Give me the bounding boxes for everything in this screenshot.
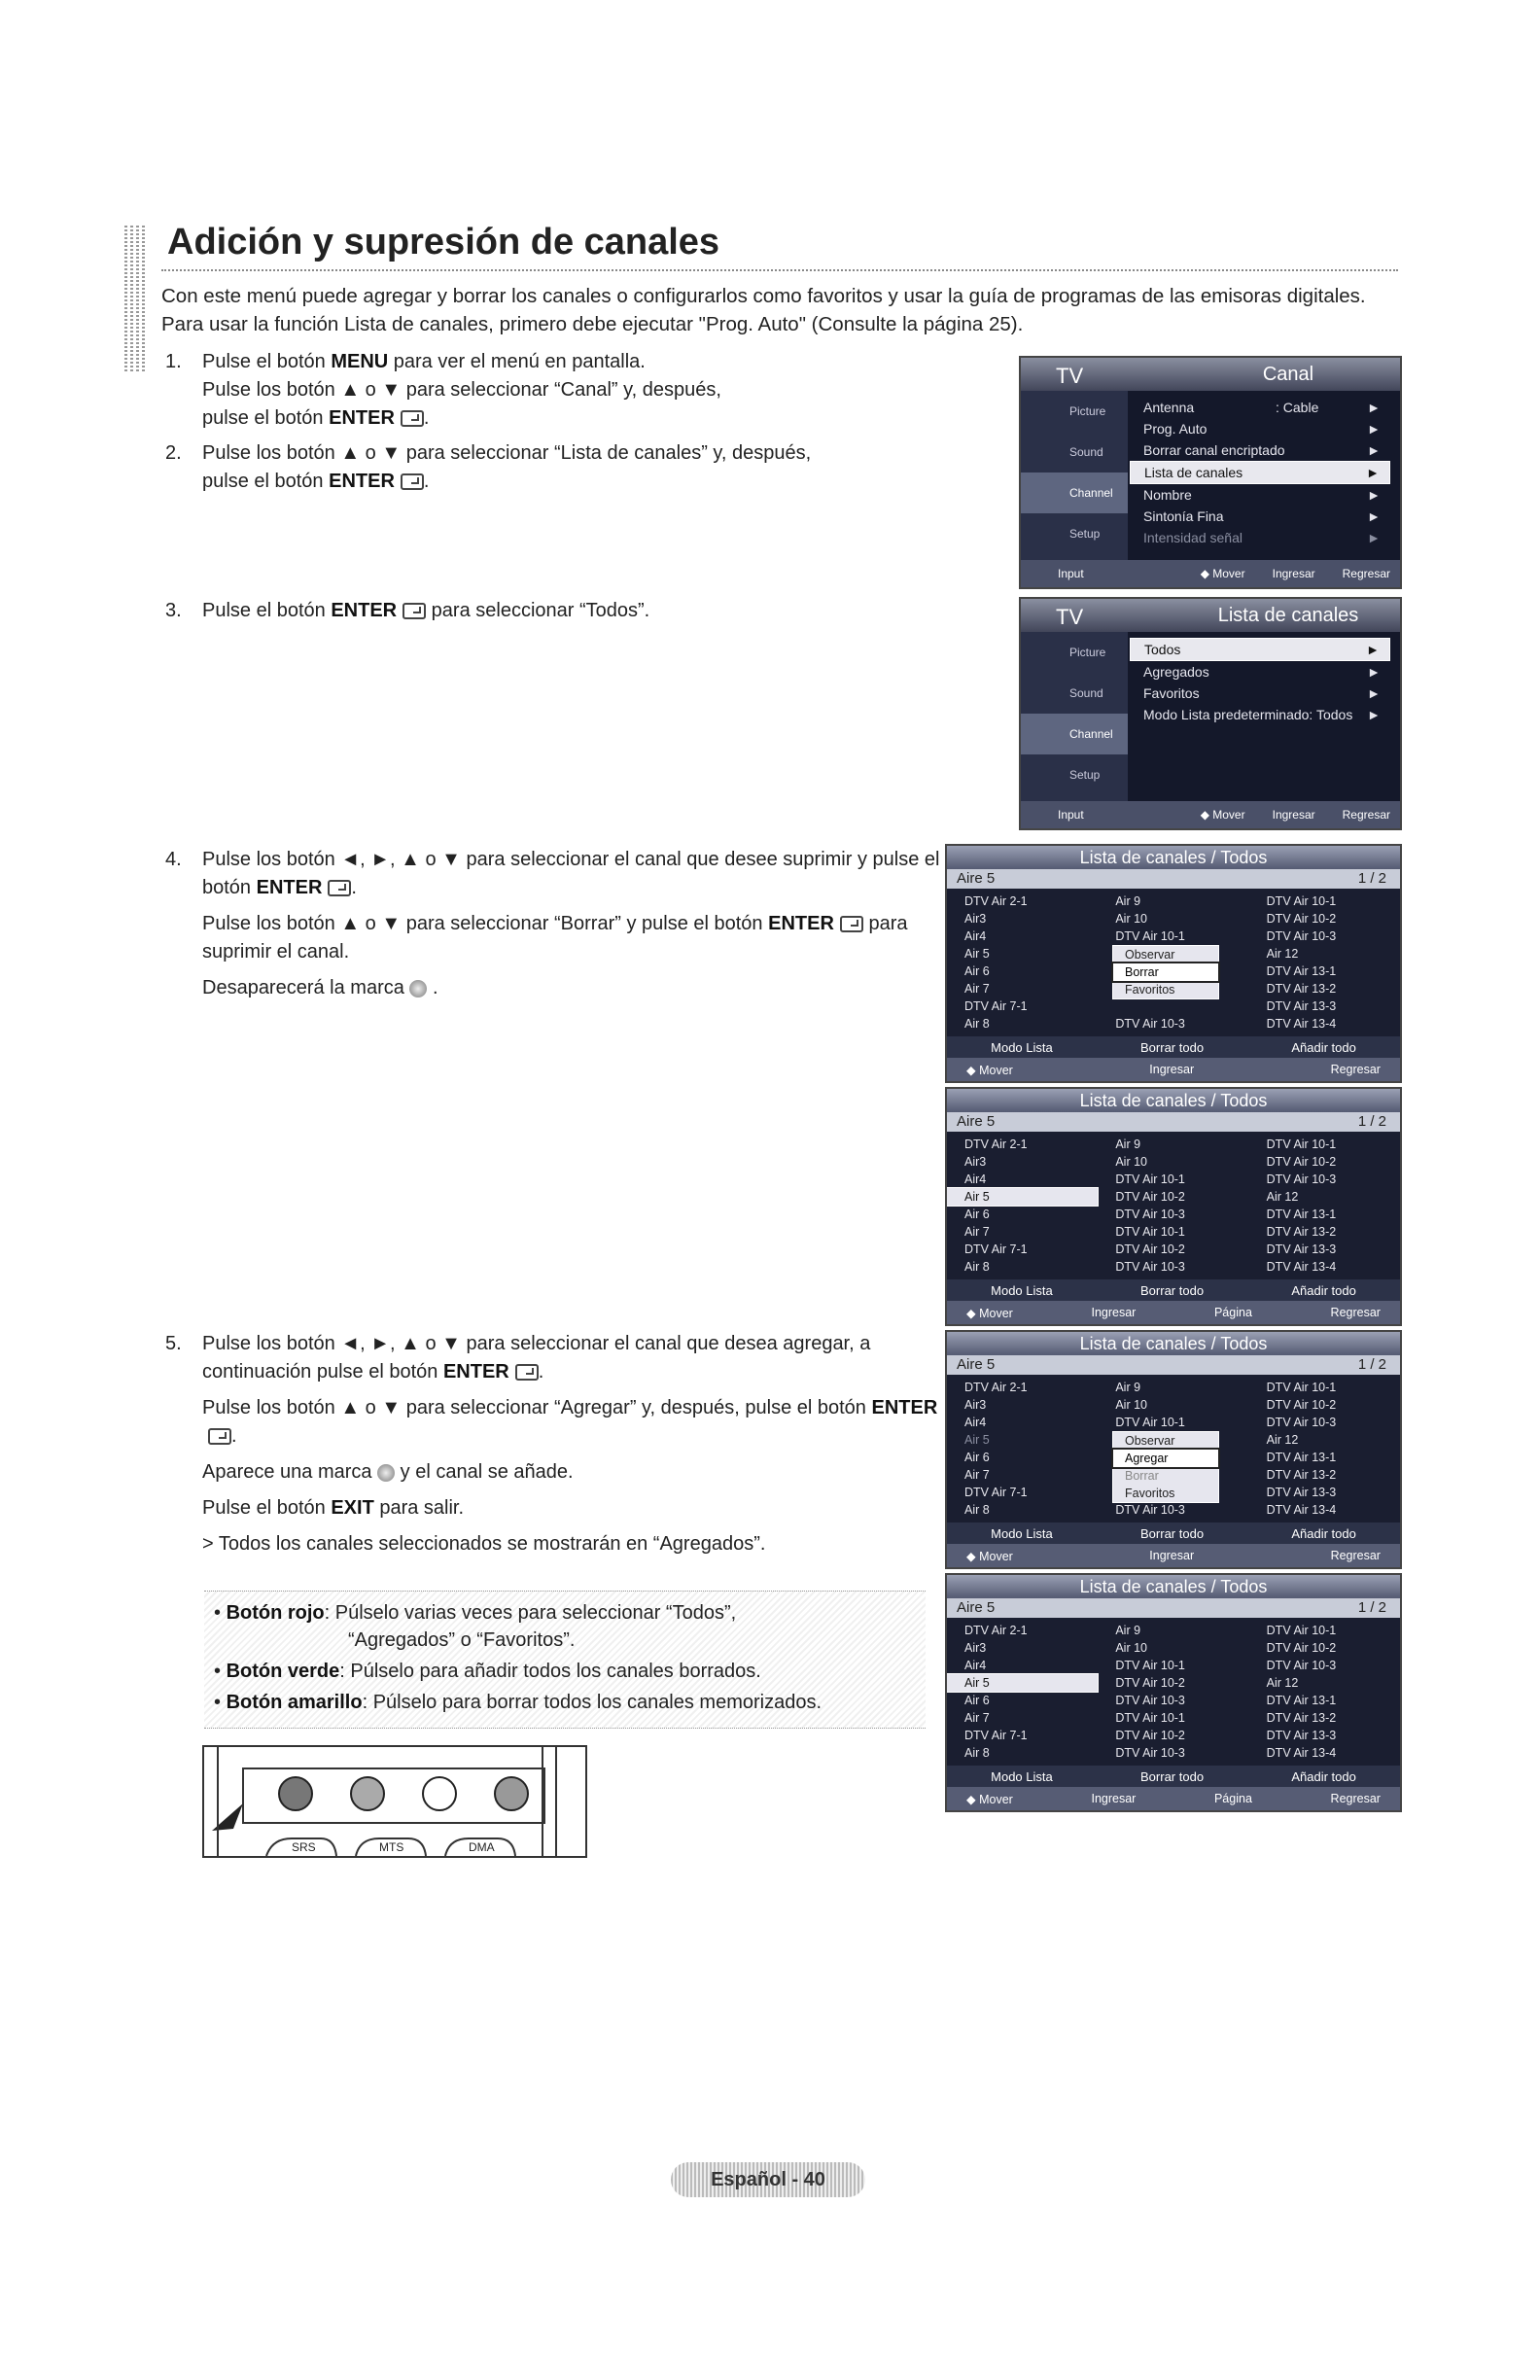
channel-cell[interactable]: DTV Air 10-3: [1115, 1260, 1185, 1274]
channel-cell[interactable]: DTV Air 10-1: [1266, 894, 1337, 908]
channel-cell[interactable]: Air 8: [964, 1017, 990, 1031]
channel-cell[interactable]: DTV Air 2-1: [964, 1138, 1028, 1151]
osd-side-menu: [1021, 391, 1128, 560]
channel-cell[interactable]: DTV Air 10-1: [1115, 1416, 1185, 1429]
channel-cell[interactable]: DTV Air 13-4: [1266, 1017, 1337, 1031]
current-channel: Aire 5: [957, 1356, 996, 1373]
channel-cell[interactable]: DTV Air 10-3: [1115, 1017, 1185, 1031]
osd-side-sound[interactable]: Sound: [1069, 686, 1103, 700]
note-label: Botón rojo: [226, 1602, 325, 1624]
step-text: Pulse el botón: [202, 351, 332, 372]
osd-item-lista-canales[interactable]: Lista de canales ►: [1130, 461, 1390, 484]
channel-cell[interactable]: Air 6: [964, 1451, 990, 1464]
green-borrar-todo-button[interactable]: Borrar todo: [1140, 1282, 1205, 1298]
channel-cell[interactable]: Air 12: [1266, 1433, 1299, 1447]
foot-move: ◆ Mover: [966, 1306, 1013, 1320]
channel-popup-menu: [1112, 1431, 1219, 1503]
foot-enter: Ingresar: [1091, 1792, 1137, 1805]
blue-button-icon: [495, 1777, 528, 1810]
channel-list-title: Lista de canales / Todos: [947, 1332, 1400, 1355]
osd-item-modo-lista[interactable]: Modo Lista predeterminado: Todos ►: [1143, 707, 1381, 722]
channel-cell[interactable]: Air 7: [964, 1225, 990, 1239]
step-text: .: [351, 877, 357, 898]
channel-cell[interactable]: DTV Air 13-1: [1266, 1208, 1337, 1221]
channel-cell[interactable]: Air 5: [964, 947, 990, 961]
channel-list-screen-2: [945, 1087, 1402, 1326]
channel-cell[interactable]: Air 9: [1115, 1381, 1141, 1394]
channel-cell[interactable]: DTV Air 2-1: [964, 894, 1028, 908]
channel-cell[interactable]: DTV Air 10-1: [1115, 1172, 1185, 1186]
osd-tv-label: TV: [1056, 364, 1084, 388]
intro-paragraph: Con este menú puede agregar y borrar los canales o configurarlos como favoritos y usar la guía de programas de las emisoras digitales. Para usar la función Lista de canales, primero debe ejecutar "Prog. Auto" (Consulte la página 25).: [161, 285, 1366, 335]
note-label: Botón verde: [226, 1661, 340, 1682]
channel-list-buttons: [947, 1279, 1400, 1301]
channel-cell[interactable]: DTV Air 10-1: [1115, 1659, 1185, 1672]
step-2: [165, 439, 922, 496]
step-text: Aparece una marca: [202, 1461, 372, 1483]
osd-side-channel[interactable]: Channel: [1021, 472, 1128, 513]
yellow-button-icon: [423, 1777, 456, 1810]
menu-key-label: MENU: [331, 351, 389, 372]
osd-foot-enter: Ingresar: [1272, 808, 1315, 822]
osd-foot-move: ◆ Mover: [1200, 567, 1245, 580]
osd-items: [1130, 397, 1390, 548]
step-number: 2.: [165, 442, 182, 464]
channel-cell[interactable]: DTV Air 13-4: [1266, 1260, 1337, 1274]
channel-cell[interactable]: DTV Air 10-1: [1115, 1225, 1185, 1239]
channel-list-buttons: [947, 1766, 1400, 1787]
channel-cell[interactable]: Air 8: [964, 1503, 990, 1517]
step-text: Pulse los botón ▲ o ▼ para seleccionar “Borrar” y pulse el botón: [202, 913, 769, 934]
note-yellow: • Botón amarillo: Púlselo para borrar todos los canales memorizados.: [214, 1692, 822, 1713]
step-text: .: [423, 471, 430, 492]
osd-item-favoritos[interactable]: Favoritos ►: [1143, 685, 1381, 701]
enter-key-label: ENTER: [329, 471, 395, 492]
popup-favoritos[interactable]: Favoritos: [1125, 1487, 1175, 1500]
channel-list-title: Lista de canales / Todos: [947, 1575, 1400, 1598]
channel-cell[interactable]: Air 7: [964, 982, 990, 996]
osd-item-prog-auto[interactable]: Prog. Auto ►: [1143, 421, 1381, 437]
step-text: para salir.: [373, 1497, 465, 1519]
channel-grid: [947, 1136, 1400, 1276]
osd-item-intensidad[interactable]: Intensidad señal ►: [1143, 530, 1381, 545]
channel-cell[interactable]: Air 10: [1115, 1641, 1147, 1655]
step-text: Pulse el botón: [202, 1497, 332, 1519]
channel-cell[interactable]: DTV Air 10-2: [1266, 1155, 1337, 1169]
enter-key-label: ENTER: [871, 1397, 938, 1418]
enter-key-label: ENTER: [442, 1361, 509, 1382]
channel-cell[interactable]: DTV Air 13-3: [1266, 999, 1337, 1013]
foot-move: ◆ Mover: [966, 1549, 1013, 1563]
note-label: Botón amarillo: [226, 1692, 363, 1713]
step-text: pulse el botón: [202, 407, 330, 429]
osd-header: [1021, 599, 1400, 632]
foot-enter: Ingresar: [1149, 1063, 1195, 1076]
note-icon: >: [202, 1533, 214, 1555]
channel-cell[interactable]: DTV Air 10-2: [1115, 1729, 1185, 1742]
popup-observar[interactable]: Observar: [1125, 1434, 1175, 1448]
channel-cell[interactable]: DTV Air 10-1: [1266, 1138, 1337, 1151]
remote-illustration: [202, 1745, 587, 1858]
foot-return: Regresar: [1330, 1792, 1381, 1805]
step-5: [165, 1330, 941, 1558]
osd-side-setup[interactable]: Setup: [1069, 768, 1101, 782]
osd-item-borrar-encriptado[interactable]: Borrar canal encriptado ►: [1143, 442, 1381, 458]
popup-borrar[interactable]: Borrar: [1113, 963, 1218, 981]
channel-cell[interactable]: DTV Air 10-2: [1115, 1190, 1185, 1204]
enter-key-label: ENTER: [256, 877, 323, 898]
enter-icon: [402, 603, 426, 619]
channel-list-footer: [947, 1058, 1400, 1081]
yellow-anadir-todo-button[interactable]: Añadir todo: [1291, 1768, 1356, 1784]
foot-move: ◆ Mover: [966, 1792, 1013, 1806]
channel-list-title: Lista de canales / Todos: [947, 846, 1400, 869]
step-text: Pulse los botón ▲ o ▼ para seleccionar “Lista de canales” y, después,: [202, 442, 812, 464]
channel-cell[interactable]: Air 6: [964, 964, 990, 978]
enter-icon: [840, 916, 863, 932]
channel-cell[interactable]: DTV Air 10-1: [1115, 1711, 1185, 1725]
osd-side-channel[interactable]: Channel: [1021, 714, 1128, 754]
srs-label: SRS: [292, 1840, 316, 1854]
step-text: y el canal se añade.: [395, 1461, 574, 1483]
channel-cell[interactable]: Air3: [964, 912, 987, 926]
channel-cell[interactable]: Air4: [964, 1659, 987, 1672]
channel-cell[interactable]: DTV Air 13-3: [1266, 1729, 1337, 1742]
osd-title: Lista de canales: [1217, 605, 1359, 626]
step-number: 3.: [165, 600, 182, 621]
step-text: para ver el menú en pantalla.: [388, 351, 646, 372]
foot-return: Regresar: [1330, 1063, 1381, 1076]
page-title: Adición y supresión de canales: [167, 222, 720, 262]
popup-borrar[interactable]: Borrar: [1125, 1469, 1159, 1483]
channel-cell[interactable]: DTV Air 13-4: [1266, 1746, 1337, 1760]
osd-footer: [1021, 560, 1400, 587]
current-channel: Aire 5: [957, 1113, 996, 1130]
channel-cell[interactable]: DTV Air 10-3: [1266, 929, 1337, 943]
channel-list-buttons: [947, 1036, 1400, 1058]
channel-cell[interactable]: DTV Air 10-3: [1115, 1208, 1185, 1221]
channel-grid: [947, 1622, 1400, 1762]
channel-cell[interactable]: Air4: [964, 1416, 987, 1429]
channel-cell[interactable]: Air3: [964, 1155, 987, 1169]
osd-footer: [1021, 801, 1400, 828]
osd-tv-label: TV: [1056, 605, 1084, 629]
channel-list-current: [947, 1598, 1400, 1618]
enter-key-label: ENTER: [329, 407, 395, 429]
channel-cell[interactable]: DTV Air 13-3: [1266, 1242, 1337, 1256]
osd-header: [1021, 358, 1400, 391]
channel-list-footer: [947, 1301, 1400, 1324]
osd-lista-canales-menu: [1019, 597, 1402, 830]
channel-cell[interactable]: Air 5: [947, 1188, 1098, 1206]
red-modo-lista-button[interactable]: Modo Lista: [991, 1282, 1053, 1298]
enter-icon: [328, 880, 351, 896]
channel-cell[interactable]: Air 6: [964, 1694, 990, 1707]
channel-cell[interactable]: DTV Air 7-1: [964, 999, 1028, 1013]
channel-cell[interactable]: DTV Air 10-3: [1266, 1172, 1337, 1186]
osd-canal-menu: [1019, 356, 1402, 589]
yellow-anadir-todo-button[interactable]: Añadir todo: [1291, 1525, 1356, 1541]
channel-list-title: Lista de canales / Todos: [947, 1089, 1400, 1112]
enter-icon: [515, 1364, 539, 1381]
osd-side-picture[interactable]: Picture: [1069, 404, 1106, 418]
step-text: para seleccionar “Todos”.: [426, 600, 650, 621]
channel-cell[interactable]: DTV Air 10-1: [1266, 1381, 1337, 1394]
osd-side-picture[interactable]: Picture: [1069, 646, 1106, 659]
page-indicator: 1 / 2: [1357, 1113, 1386, 1130]
note-text: : Púlselo varias veces para seleccionar “Todos”,: [324, 1602, 737, 1624]
channel-cell[interactable]: Air 9: [1115, 894, 1141, 908]
channel-list-current: [947, 869, 1400, 889]
channel-cell[interactable]: DTV Air 7-1: [964, 1242, 1028, 1256]
current-channel: Aire 5: [957, 870, 996, 887]
channel-cell[interactable]: Air 9: [1115, 1624, 1141, 1637]
foot-enter: Ingresar: [1149, 1549, 1195, 1562]
red-button-icon: [279, 1777, 312, 1810]
channel-list-footer: [947, 1544, 1400, 1567]
channel-list-screen-1: [945, 844, 1402, 1083]
channel-cell[interactable]: Air4: [964, 1172, 987, 1186]
current-channel: Aire 5: [957, 1599, 996, 1616]
channel-cell[interactable]: DTV Air 10-3: [1266, 1416, 1337, 1429]
red-modo-lista-button[interactable]: Modo Lista: [991, 1768, 1053, 1784]
channel-mark-icon: [377, 1464, 395, 1482]
channel-cell[interactable]: DTV Air 10-1: [1266, 1624, 1337, 1637]
note-text: : Púlselo para borrar todos los canales memorizados.: [362, 1692, 822, 1713]
color-buttons-notes: [204, 1591, 926, 1729]
channel-cell[interactable]: DTV Air 10-3: [1266, 1659, 1337, 1672]
step-note: Todos los canales seleccionados se mostrarán en “Agregados”.: [218, 1533, 766, 1555]
osd-side-input[interactable]: Input: [1058, 567, 1084, 580]
osd-foot-enter: Ingresar: [1272, 567, 1315, 580]
channel-list-screen-4: [945, 1573, 1402, 1812]
osd-item-todos[interactable]: Todos ►: [1130, 638, 1390, 661]
channel-popup-menu: [1112, 945, 1219, 999]
channel-cell[interactable]: Air4: [964, 929, 987, 943]
channel-cell[interactable]: DTV Air 2-1: [964, 1381, 1028, 1394]
green-borrar-todo-button[interactable]: Borrar todo: [1140, 1039, 1205, 1055]
step-4: [165, 846, 941, 1002]
yellow-anadir-todo-button[interactable]: Añadir todo: [1291, 1039, 1356, 1055]
mts-label: MTS: [379, 1840, 404, 1854]
foot-enter: Ingresar: [1091, 1306, 1137, 1319]
channel-cell[interactable]: DTV Air 10-2: [1115, 1676, 1185, 1690]
channel-cell[interactable]: Air 12: [1266, 1190, 1299, 1204]
channel-cell[interactable]: Air 12: [1266, 947, 1299, 961]
channel-cell[interactable]: Air 10: [1115, 1155, 1147, 1169]
channel-cell[interactable]: Air 8: [964, 1260, 990, 1274]
osd-side-menu: [1021, 632, 1128, 801]
channel-cell[interactable]: Air 9: [1115, 1138, 1141, 1151]
channel-cell[interactable]: DTV Air 7-1: [964, 1729, 1028, 1742]
channel-cell[interactable]: Air 10: [1115, 912, 1147, 926]
step-text: .: [231, 1425, 237, 1447]
channel-cell[interactable]: Air3: [964, 1641, 987, 1655]
page-indicator: 1 / 2: [1357, 1356, 1386, 1373]
channel-cell[interactable]: DTV Air 10-1: [1115, 929, 1185, 943]
channel-list-current: [947, 1112, 1400, 1132]
foot-page: Página: [1213, 1792, 1252, 1805]
step-text: Pulse el botón: [202, 600, 332, 621]
osd-item-nombre[interactable]: Nombre ►: [1143, 487, 1381, 503]
channel-cell[interactable]: DTV Air 10-3: [1115, 1746, 1185, 1760]
channel-cell[interactable]: DTV Air 10-3: [1115, 1694, 1185, 1707]
pointer-arrow-icon: [212, 1803, 243, 1831]
osd-items: [1130, 638, 1390, 725]
channel-cell[interactable]: Air 5: [947, 1674, 1098, 1692]
step-text: Pulse los botón ▲ o ▼ para seleccionar “Agregar” y, después, pulse el botón: [202, 1397, 872, 1418]
channel-cell[interactable]: DTV Air 13-2: [1266, 982, 1337, 996]
foot-move: ◆ Mover: [966, 1063, 1013, 1077]
channel-cell[interactable]: DTV Air 10-2: [1266, 912, 1337, 926]
osd-item-sintonia[interactable]: Sintonía Fina ►: [1143, 508, 1381, 524]
step-text: Pulse los botón ▲ o ▼ para seleccionar “Canal” y, después,: [202, 379, 721, 401]
channel-cell[interactable]: DTV Air 2-1: [964, 1624, 1028, 1637]
channel-cell[interactable]: DTV Air 13-2: [1266, 1468, 1337, 1482]
step-1: [165, 348, 922, 433]
enter-icon: [401, 473, 424, 490]
yellow-anadir-todo-button[interactable]: Añadir todo: [1291, 1282, 1356, 1298]
channel-cell[interactable]: Air 6: [964, 1208, 990, 1221]
foot-return: Regresar: [1330, 1306, 1381, 1319]
channel-list-current: [947, 1355, 1400, 1375]
channel-cell[interactable]: DTV Air 10-2: [1266, 1398, 1337, 1412]
note-text: : Púlselo para añadir todos los canales borrados.: [339, 1661, 761, 1682]
channel-cell[interactable]: DTV Air 13-4: [1266, 1503, 1337, 1517]
channel-cell[interactable]: DTV Air 7-1: [964, 1486, 1028, 1499]
channel-cell[interactable]: DTV Air 10-3: [1115, 1503, 1185, 1517]
osd-item-agregados[interactable]: Agregados ►: [1143, 664, 1381, 680]
channel-cell[interactable]: DTV Air 13-1: [1266, 964, 1337, 978]
osd-item-antenna[interactable]: Antenna : Cable ►: [1143, 400, 1381, 415]
note-green: • Botón verde: Púlselo para añadir todos los canales borrados.: [214, 1661, 761, 1682]
channel-cell[interactable]: Air 7: [964, 1711, 990, 1725]
dma-label: DMA: [469, 1840, 495, 1854]
channel-list-screen-3: [945, 1330, 1402, 1569]
osd-side-setup[interactable]: Setup: [1069, 527, 1101, 541]
popup-agregar[interactable]: Agregar: [1113, 1450, 1218, 1467]
step-number: 5.: [165, 1333, 182, 1354]
channel-list-buttons: [947, 1522, 1400, 1544]
step-text: .: [538, 1361, 544, 1382]
channel-cell[interactable]: Air 5: [964, 1433, 990, 1447]
channel-cell[interactable]: DTV Air 13-1: [1266, 1451, 1337, 1464]
step-text: .: [433, 977, 438, 998]
osd-foot-return: Regresar: [1342, 808, 1390, 822]
step-number: 1.: [165, 351, 182, 372]
step-text: Desaparecerá la marca: [202, 977, 404, 998]
channel-mark-icon: [409, 980, 427, 998]
page-indicator: 1 / 2: [1357, 870, 1386, 887]
channel-list-footer: [947, 1787, 1400, 1810]
exit-key-label: EXIT: [331, 1497, 374, 1519]
title-decoration: [124, 226, 152, 371]
channel-cell[interactable]: DTV Air 10-2: [1266, 1641, 1337, 1655]
popup-observar[interactable]: Observar: [1125, 948, 1175, 962]
channel-cell[interactable]: Air 12: [1266, 1676, 1299, 1690]
channel-cell[interactable]: Air3: [964, 1398, 987, 1412]
foot-page: Página: [1213, 1306, 1252, 1319]
osd-title: Canal: [1262, 364, 1314, 385]
channel-cell[interactable]: DTV Air 13-2: [1266, 1225, 1337, 1239]
channel-cell[interactable]: DTV Air 10-2: [1115, 1242, 1185, 1256]
step-text: Pulse los botón ◄, ►, ▲ o ▼ para seleccionar el canal que desee suprimir y pulse el botón: [202, 849, 940, 898]
osd-foot-move: ◆ Mover: [1200, 808, 1245, 822]
popup-favoritos[interactable]: Favoritos: [1125, 983, 1175, 997]
note-red: • Botón rojo: Púlselo varias veces para seleccionar “Todos”,: [214, 1602, 737, 1624]
channel-cell[interactable]: DTV Air 13-2: [1266, 1711, 1337, 1725]
note-red-cont: “Agregados” o “Favoritos”.: [348, 1629, 576, 1651]
enter-icon: [208, 1428, 231, 1445]
page-indicator: 1 / 2: [1357, 1599, 1386, 1616]
step-3: [165, 597, 922, 625]
foot-return: Regresar: [1330, 1549, 1381, 1562]
osd-side-input[interactable]: Input: [1058, 808, 1084, 822]
green-button-icon: [351, 1777, 384, 1810]
red-modo-lista-button[interactable]: Modo Lista: [991, 1039, 1053, 1055]
osd-side-sound[interactable]: Sound: [1069, 445, 1103, 459]
channel-cell[interactable]: Air 8: [964, 1746, 990, 1760]
enter-key-label: ENTER: [331, 600, 398, 621]
page-number: Español - 40: [671, 2162, 865, 2197]
green-borrar-todo-button[interactable]: Borrar todo: [1140, 1768, 1205, 1784]
green-borrar-todo-button[interactable]: Borrar todo: [1140, 1525, 1205, 1541]
step-text: para suprimir el canal.: [202, 913, 908, 962]
enter-key-label: ENTER: [768, 913, 834, 934]
step-number: 4.: [165, 849, 182, 870]
step-text: pulse el botón: [202, 471, 330, 492]
red-modo-lista-button[interactable]: Modo Lista: [991, 1525, 1053, 1541]
osd-foot-return: Regresar: [1342, 567, 1390, 580]
channel-cell[interactable]: Air 7: [964, 1468, 990, 1482]
step-text: Pulse los botón ◄, ►, ▲ o ▼ para seleccionar el canal que desea agregar, a continuación pulse el botón: [202, 1333, 871, 1382]
channel-cell[interactable]: DTV Air 13-1: [1266, 1694, 1337, 1707]
channel-cell[interactable]: [1098, 998, 1248, 1015]
channel-cell[interactable]: Air 10: [1115, 1398, 1147, 1412]
title-divider: [161, 269, 1398, 271]
channel-cell[interactable]: DTV Air 13-3: [1266, 1486, 1337, 1499]
step-text: .: [423, 407, 430, 429]
enter-icon: [401, 410, 424, 427]
